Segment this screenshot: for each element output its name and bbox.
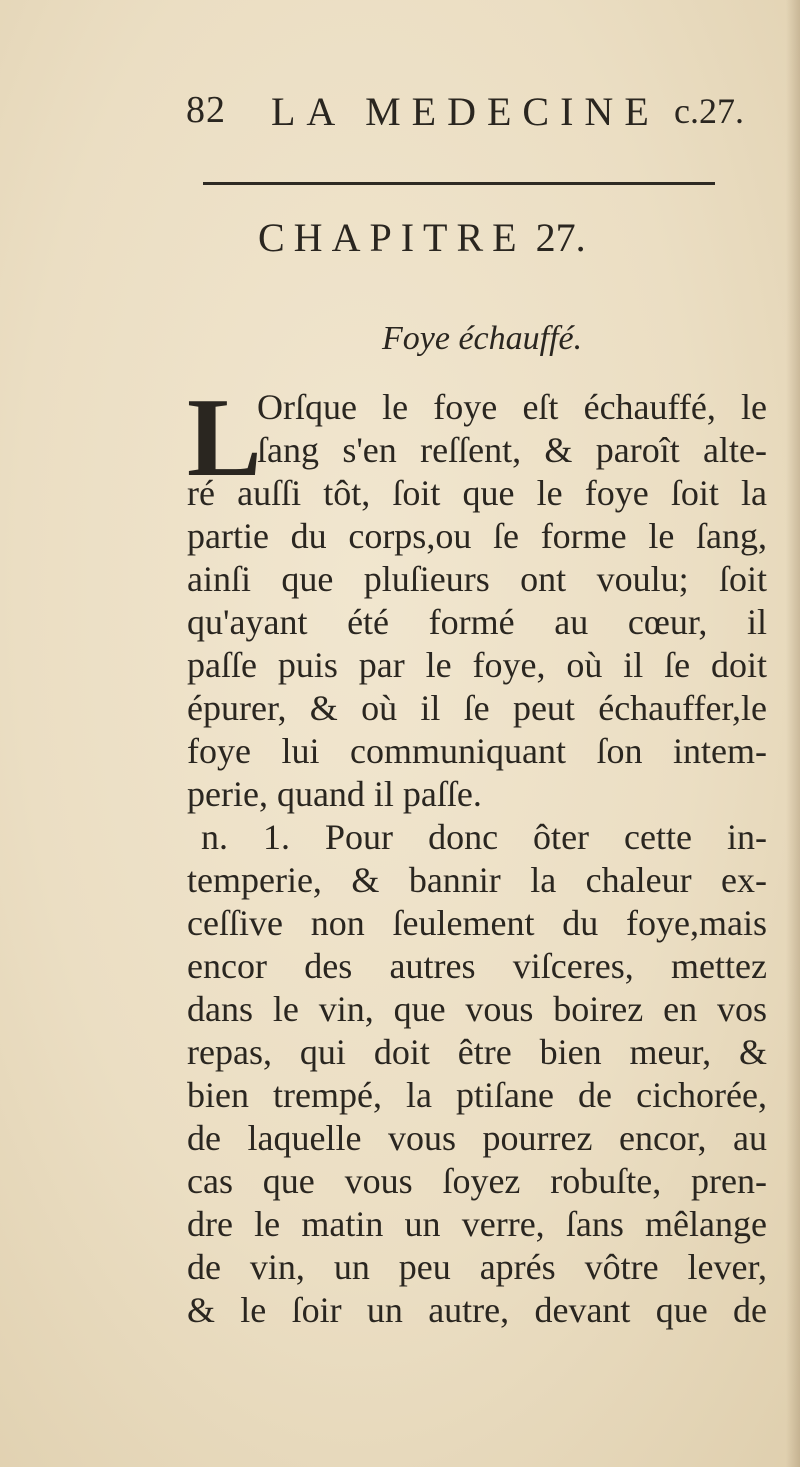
- chapter-heading: [258, 214, 586, 261]
- page-edge-shadow: [786, 0, 800, 1467]
- chapter-reference: c.27.: [674, 91, 744, 131]
- text-line: de laquelle vous pourrez encor, au: [187, 1118, 767, 1158]
- chapter-heading-number: 27.: [535, 215, 586, 260]
- text-line: bien trempé, la ptiſane de cichorée,: [187, 1075, 767, 1115]
- text-line: épurer, & où il ſe peut échauffer,le: [187, 688, 767, 728]
- text-line: qu'ayant été formé au cœur, il: [187, 602, 767, 642]
- text-line: temperie, & bannir la chaleur ex-: [187, 860, 767, 900]
- chapter-subtitle: Foye échauffé.: [382, 320, 583, 357]
- running-title: LA MEDECINE: [271, 89, 660, 134]
- running-head: [186, 88, 776, 144]
- page-number: 82: [186, 89, 226, 131]
- header-rule: [203, 182, 715, 185]
- text-line: ré auſſi tôt, ſoit que le foye ſoit la: [187, 473, 767, 513]
- text-line: ſang s'en reſſent, & paroît alte-: [257, 430, 767, 470]
- chapter-heading-word: CHAPITRE: [258, 215, 526, 260]
- text-line: cas que vous ſoyez robuſte, pren-: [187, 1161, 767, 1201]
- text-line: paſſe puis par le foye, où il ſe doit: [187, 645, 767, 685]
- body-text: [187, 376, 767, 1332]
- text-line: dans le vin, que vous boirez en vos: [187, 989, 767, 1029]
- text-line: foye lui communiquant ſon intem-: [187, 731, 767, 771]
- text-line: de vin, un peu aprés vôtre lever,: [187, 1247, 767, 1287]
- text-line: Orſque le foye eſt échauffé, le: [257, 387, 767, 427]
- text-line: perie, quand il paſſe.: [187, 774, 482, 814]
- text-line: & le ſoir un autre, devant que de: [187, 1290, 767, 1330]
- text-line: repas, qui doit être bien meur, &: [187, 1032, 767, 1072]
- text-line: ainſi que pluſieurs ont voulu; ſoit: [187, 559, 767, 599]
- text-line: ceſſive non ſeulement du foye,mais: [187, 903, 767, 943]
- text-line: n. 1. Pour donc ôter cette in-: [201, 817, 767, 857]
- text-line: encor des autres viſceres, mettez: [187, 946, 767, 986]
- text-line: partie du corps,ou ſe forme le ſang,: [187, 516, 767, 556]
- text-line: dre le matin un verre, ſans mêlange: [187, 1204, 767, 1244]
- drop-cap: L: [187, 376, 262, 500]
